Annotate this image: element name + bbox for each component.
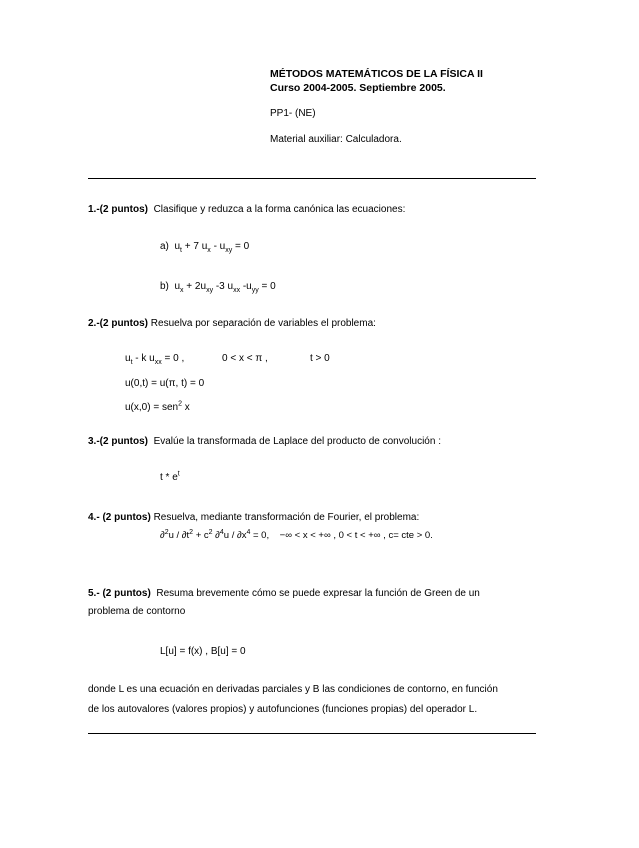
question-3 [88, 436, 441, 447]
q1-b-label: b) [160, 281, 169, 292]
question-4 [88, 512, 419, 523]
q5-after-line-1: donde L es una ecuación en derivadas parciales y B las condiciones de contorno, en función [88, 684, 498, 695]
q2-equation-1: $u_t$ - k $u_{xx} = 0$ , [125, 353, 185, 366]
q2-equation-3: u(x,0) = sen$^2$ x [125, 400, 190, 413]
q4-equation: $\partial^2u / \partial t^2 + c^2$ $\partial^4u / \partial x^4 = 0$, −∞ < x < +∞ , 0 < t < +∞ , c= cte > 0. [160, 528, 433, 541]
question-5 [88, 588, 480, 599]
q1-equation-b: b) $u_x + 2u_{xy}$ -3 $u_{xx}$ $-u_{yy} = 0$ [160, 281, 276, 294]
exam-title: MÉTODOS MATEMÁTICOS DE LA FÍSICA II [270, 68, 483, 80]
q2-points: (2 puntos) [99, 318, 148, 329]
q2-text: Resuelva por separación de variables el problema: [150, 318, 376, 329]
q5-number: 5.- [88, 588, 100, 599]
course-line: Curso 2004-2005. Septiembre 2005. [270, 82, 446, 94]
auxiliary-material: Material auxiliar: Calculadora. [270, 134, 402, 145]
q1-text: Clasifique y reduzca a la forma canónica las ecuaciones: [153, 204, 406, 215]
q4-points: (2 puntos) [102, 512, 151, 523]
q5-text-line-1: Resuma brevemente cómo se puede expresar la función de Green de un [156, 588, 480, 599]
q3-expression: t * $e^t$ [160, 470, 180, 483]
q1-number: 1.- [88, 204, 100, 215]
q4-text: Resuelva, mediante transformación de Fourier, el problema: [153, 512, 420, 523]
q3-number: 3.- [88, 436, 100, 447]
q2-domain: 0 < x < π , [222, 353, 268, 364]
top-divider [88, 178, 536, 179]
q5-after-line-2: de los autovalores (valores propios) y autofunciones (funciones propias) del operador L. [88, 704, 478, 715]
q1-equation-a: a) $u_t + 7$ $u_x - u_{xy} = 0$ [160, 241, 250, 254]
q5-equation: L[u] = f(x) , B[u] = 0 [160, 646, 246, 657]
question-1 [88, 204, 405, 215]
q2-equation-2: u(0,t) = u(π, t) = 0 [125, 378, 205, 389]
q4-range: −∞ < x < +∞ , 0 < t < +∞ , c= cte > 0. [279, 530, 433, 541]
q5-points: (2 puntos) [102, 588, 151, 599]
q3-text: Evalúe la transformada de Laplace del producto de convolución : [153, 436, 441, 447]
q2-number: 2.- [88, 318, 100, 329]
bottom-divider [88, 733, 536, 734]
question-2 [88, 318, 376, 329]
q4-number: 4.- [88, 512, 100, 523]
q5-text-line-2: problema de contorno [88, 606, 186, 617]
exam-code: PP1- (NE) [270, 108, 316, 119]
q1-points: (2 puntos) [99, 204, 148, 215]
q1-a-label: a) [160, 241, 169, 252]
q3-points: (2 puntos) [99, 436, 148, 447]
q2-time-condition: t > 0 [310, 353, 330, 364]
